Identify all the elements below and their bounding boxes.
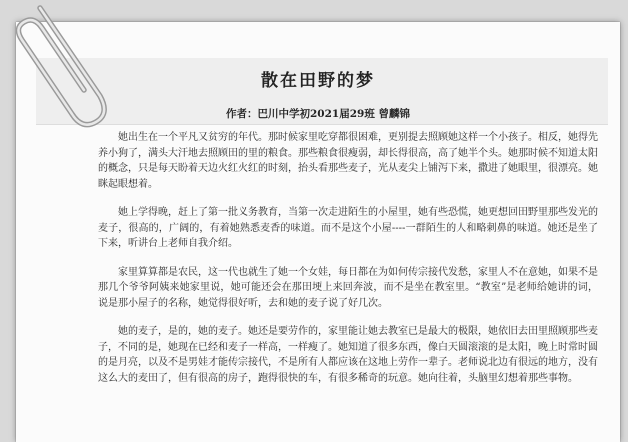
paragraph: 她出生在一个平凡又贫穷的年代。那时候家里吃穿都很困难，更别提去照顾她这样一个小孩子。相反，她得先养小狗了，满头大汗地去照顾田的里的粮食。那些粮食很瘦弱，却长得很高，高了她半个头。她那时候不知道太阳的概念，只是每天盼着天边火红火红的时刻，抬头看那些麦子，光从麦尖上铺泻下来，撒进了她眼里，很漂亮。她眯起眼想着。: [98, 132, 598, 190]
paragraph: 她上学得晚，赶上了第一批义务教育，当第一次走进陌生的小屋里，她有些恐慌，她更想回田野里那些发光的麦子，很高的，广阔的，有着她熟悉麦香的味道。而不是这个小屋----一群陌生的人和略刺鼻的味道。她还是坐了下来，听讲台上老师自我介绍。: [98, 207, 598, 249]
article-body: [98, 130, 598, 399]
paragraph: 家里算算都是农民，这一代也就生了她一个女娃，每日都在为如何传宗接代发愁，家里人不在意她，如果不是那几个爷爷阿姨来她家里说，她可能还会在那田埂上来回奔波，而不是坐在教室里。“教室”是老师给她讲的词，说是那小屋子的名称，她觉得很好听，去和她的麦子说了好几次。: [98, 266, 598, 309]
document-page: [16, 22, 620, 442]
author-byline: 作者：巴川中学初2021届29班 曾麟锦: [226, 108, 410, 120]
paragraph: 她的麦子，是的，她的麦子。她还是要劳作的，家里能让她去教室已是最大的极限，她依旧去田里照顾那些麦子，不同的是，她现在已经和麦子一样高，一样瘦了。她知道了很多东西，像白天圆滚滚的是太阳，晚上时常时圆的是月亮，以及不是男娃才能传宗接代，不是所有人都应该在这地上劳作一辈子。老师说北边有很远的地方，没有这么大的麦田了，但有很高的房子，跑得很快的车，有很多稀奇的玩意。她向往着，头脑里幻想着那些事物。: [98, 326, 598, 384]
page-title: 散在田野的梦: [261, 71, 375, 91]
